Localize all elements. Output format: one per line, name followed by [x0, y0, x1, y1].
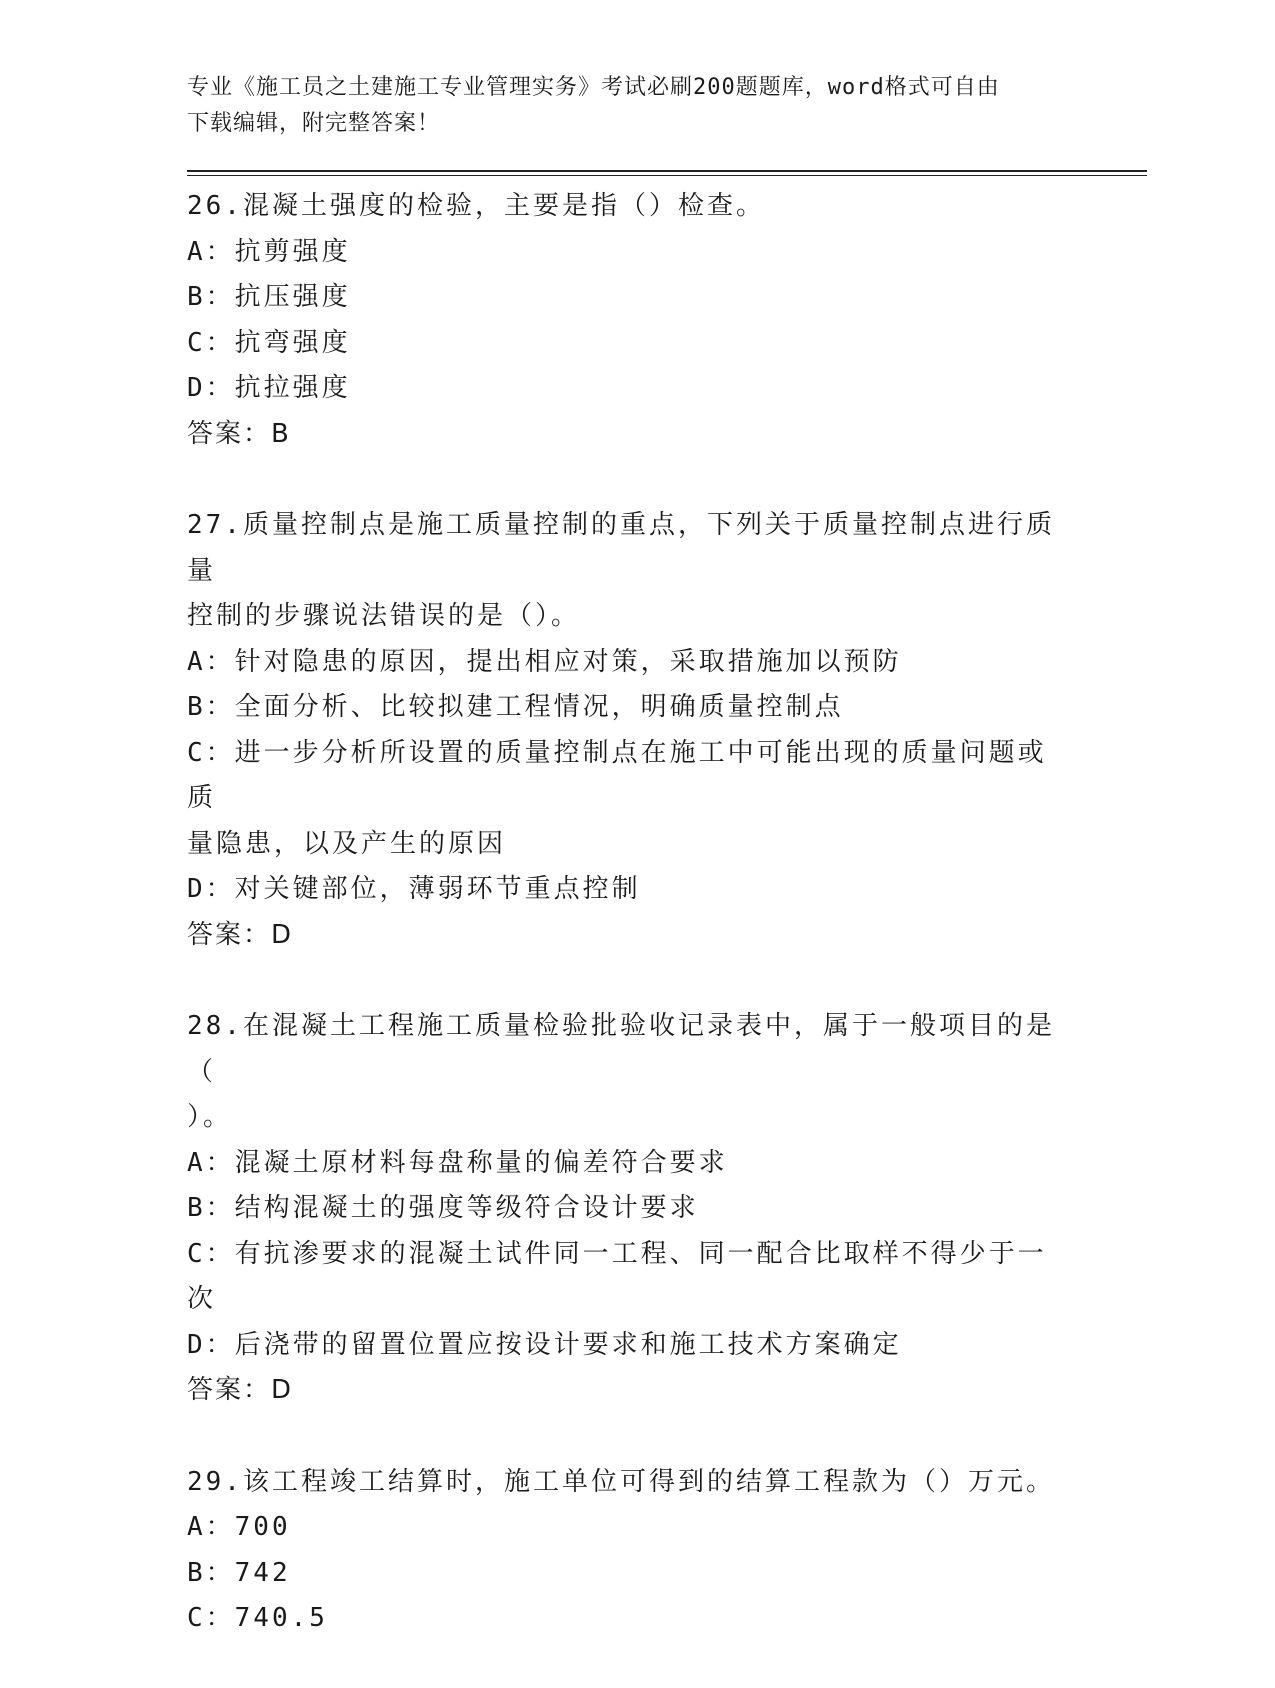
option-d: D：对关键部位，薄弱环节重点控制	[187, 874, 641, 904]
question-stem: 26.混凝土强度的检验，主要是指（）检查。	[187, 191, 765, 221]
header-divider	[187, 170, 1147, 176]
option-b: B：全面分析、比较拟建工程情况，明确质量控制点	[187, 692, 844, 722]
option-c: C：有抗渗要求的混凝土试件同一工程、同一配合比取样不得少于一次	[187, 1238, 1047, 1314]
option-c-continued: 量隐患，以及产生的原因	[187, 828, 507, 859]
header-line-2: 下载编辑，附完整答案！	[187, 111, 441, 136]
question-list	[187, 184, 1147, 1642]
option-a: A：700	[187, 1512, 291, 1542]
answer-line: 答案：D	[187, 1375, 294, 1405]
option-c: C：进一步分析所设置的质量控制点在施工中可能出现的质量问题或质	[187, 737, 1047, 813]
option-d: D：后浇带的留置位置应按设计要求和施工技术方案确定	[187, 1329, 902, 1360]
question-stem: 28.在混凝土工程施工质量检验批验收记录表中，属于一般项目的是（	[187, 1011, 1055, 1087]
document-page	[187, 70, 1147, 1688]
option-b: B：结构混凝土的强度等级符合设计要求	[187, 1193, 699, 1223]
question-stem-continued: 控制的步骤说法错误的是（）。	[187, 601, 581, 631]
option-a: A：混凝土原材料每盘称量的偏差符合要求	[187, 1147, 728, 1178]
question-28	[187, 1004, 1147, 1414]
option-c: C：740.5	[187, 1603, 328, 1633]
option-d: D：抗拉强度	[187, 373, 351, 403]
question-29	[187, 1460, 1147, 1642]
answer-line: 答案：B	[187, 418, 291, 449]
header-line-1: 专业《施工员之土建施工专业管理实务》考试必刷200题题库，word格式可自由	[187, 75, 1000, 100]
option-c: C：抗弯强度	[187, 327, 351, 358]
question-stem: 27.质量控制点是施工质量控制的重点，下列关于质量控制点进行质量	[187, 510, 1055, 586]
option-a: A：抗剪强度	[187, 236, 351, 267]
option-b: B：742	[187, 1557, 291, 1588]
option-b: B：抗压强度	[187, 282, 351, 312]
answer-line: 答案：D	[187, 919, 294, 950]
question-26	[187, 184, 1147, 457]
question-27	[187, 503, 1147, 958]
document-header	[187, 70, 1067, 142]
option-a: A：针对隐患的原因，提出相应对策，采取措施加以预防	[187, 646, 902, 677]
question-stem-continued: ）。	[187, 1102, 233, 1132]
question-stem: 29.该工程竣工结算时，施工单位可得到的结算工程款为（）万元。	[187, 1466, 1055, 1497]
